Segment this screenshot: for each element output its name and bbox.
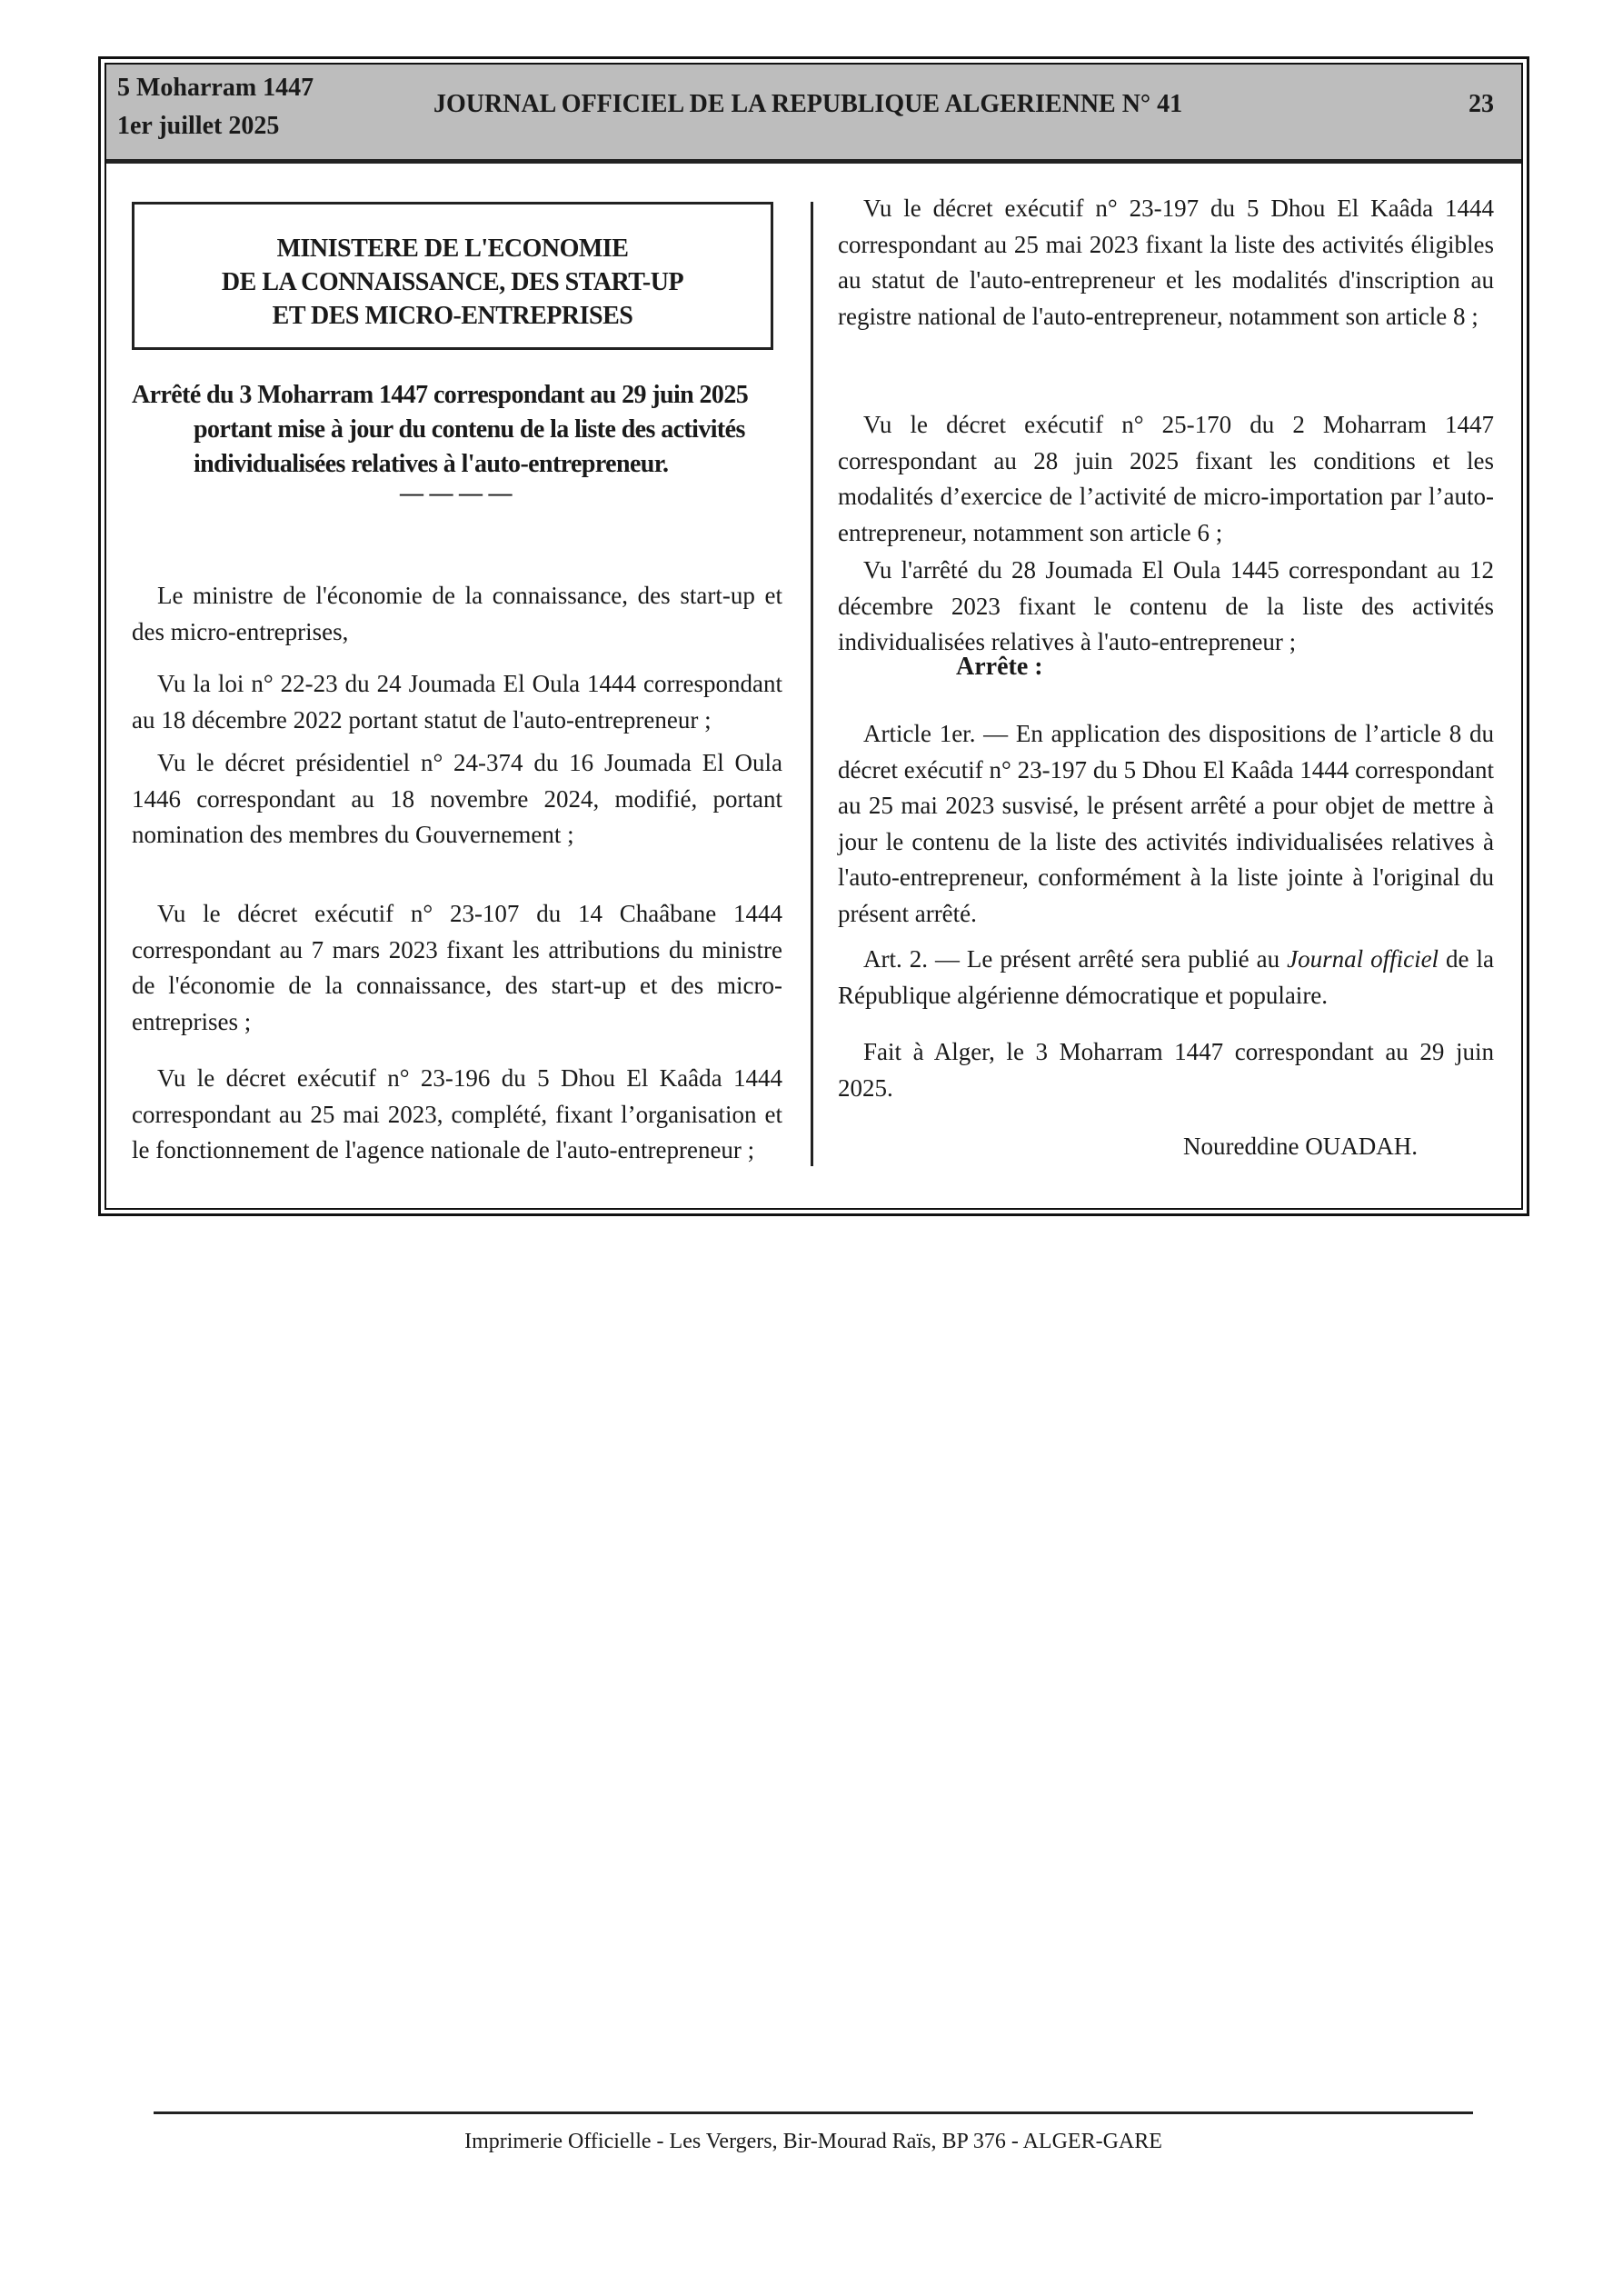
- title-separator: — — — —: [400, 480, 513, 506]
- gregorian-date: 1er juillet 2025: [117, 112, 280, 140]
- article-1: Article 1er. — En application des dispositions de l’article 8 du décret exécutif n° 23-197 du 5 Dhou El Kaâda 1444 correspondant au 25 mai 2023 susvisé, le présent arrêté a pour objet de mettre à jour le contenu de la liste des activités individualisées relatives à l'auto-entrepreneur, conformément à la liste jointe à l'original du présent arrêté.: [838, 720, 1494, 927]
- preamble-paragraph: Vu le décret exécutif n° 23-197 du 5 Dhou El Kaâda 1444 correspondant au 25 mai 2023 fixant la liste des activités éligibles au statut de l'auto-entrepreneur et les modalités d'inscription au registre national de l'auto-entrepreneur, notamment son article 8 ;: [838, 195, 1494, 330]
- done-at: Fait à Alger, le 3 Moharram 1447 correspondant au 29 juin 2025.: [838, 1038, 1494, 1102]
- preamble-paragraph: Vu l'arrêté du 28 Joumada El Oula 1445 correspondant au 12 décembre 2023 fixant le contenu de la liste des activités individualisées relatives à l'auto-entrepreneur ;: [838, 556, 1494, 655]
- arrete-title: [132, 378, 782, 482]
- column-divider: [811, 202, 813, 1166]
- hijri-date: 5 Moharram 1447: [117, 74, 314, 102]
- arrete-heading: Arrête :: [956, 653, 1043, 681]
- ministry-line: MINISTERE DE L'ECONOMIE: [276, 235, 629, 263]
- ministry-box: [132, 202, 773, 350]
- preamble-paragraph: Le ministre de l'économie de la connaissance, des start-up et des micro-entreprises,: [132, 582, 782, 645]
- journal-title: JOURNAL OFFICIEL DE LA REPUBLIQUE ALGERIENNE N° 41: [433, 90, 1183, 118]
- page-number: 23: [1469, 90, 1494, 118]
- preamble-paragraph: Vu le décret exécutif n° 23-196 du 5 Dhou El Kaâda 1444 correspondant au 25 mai 2023, complété, fixant l’organisation et le fonctionnement de l'agence nationale de l'auto-entrepreneur ;: [132, 1064, 782, 1163]
- footer-text: Imprimerie Officielle - Les Vergers, Bir-Mourad Raïs, BP 376 - ALGER-GARE: [464, 2130, 1162, 2153]
- signature: Noureddine OUADAH.: [1183, 1133, 1418, 1160]
- preamble-paragraph: Vu la loi n° 22-23 du 24 Joumada El Oula 1444 correspondant au 18 décembre 2022 portant statut de l'auto-entrepreneur ;: [132, 670, 782, 734]
- footer-rule: [154, 2111, 1473, 2114]
- preamble-paragraph: Vu le décret exécutif n° 23-107 du 14 Chaâbane 1444 correspondant au 7 mars 2023 fixant les attributions du ministre de l'économie de la connaissance, des start-up et des micro-entreprises ;: [132, 900, 782, 1035]
- article-2-text: Art. 2. — Le présent arrêté sera publié au: [863, 945, 1288, 973]
- article-2-text-end: de la République algérienne démocratique et populaire.: [838, 945, 1494, 1009]
- preamble-paragraph: Vu le décret exécutif n° 25-170 du 2 Moharram 1447 correspondant au 28 juin 2025 fixant les conditions et les modalités d’exercice de l’activité de micro-importation par l’auto-entrepreneur, notamment son article 6 ;: [838, 411, 1494, 546]
- arrete-title-rest: portant mise à jour du contenu de la liste des activités individualisées relatives à l'auto-entrepreneur.: [194, 415, 745, 478]
- journal-officiel-italic: Journal officiel: [1287, 945, 1439, 973]
- preamble-paragraph: Vu le décret présidentiel n° 24-374 du 16 Joumada El Oula 1446 correspondant au 18 novembre 2024, modifié, portant nomination des membres du Gouvernement ;: [132, 749, 782, 848]
- article-2: [838, 942, 1494, 1013]
- ministry-line: ET DES MICRO-ENTREPRISES: [272, 302, 633, 330]
- ministry-line: DE LA CONNAISSANCE, DES START-UP: [221, 268, 684, 296]
- arrete-title-line1: Arrêté du 3 Moharram 1447 correspondant au 29 juin 2025: [132, 381, 749, 409]
- journal-header: [106, 65, 1521, 164]
